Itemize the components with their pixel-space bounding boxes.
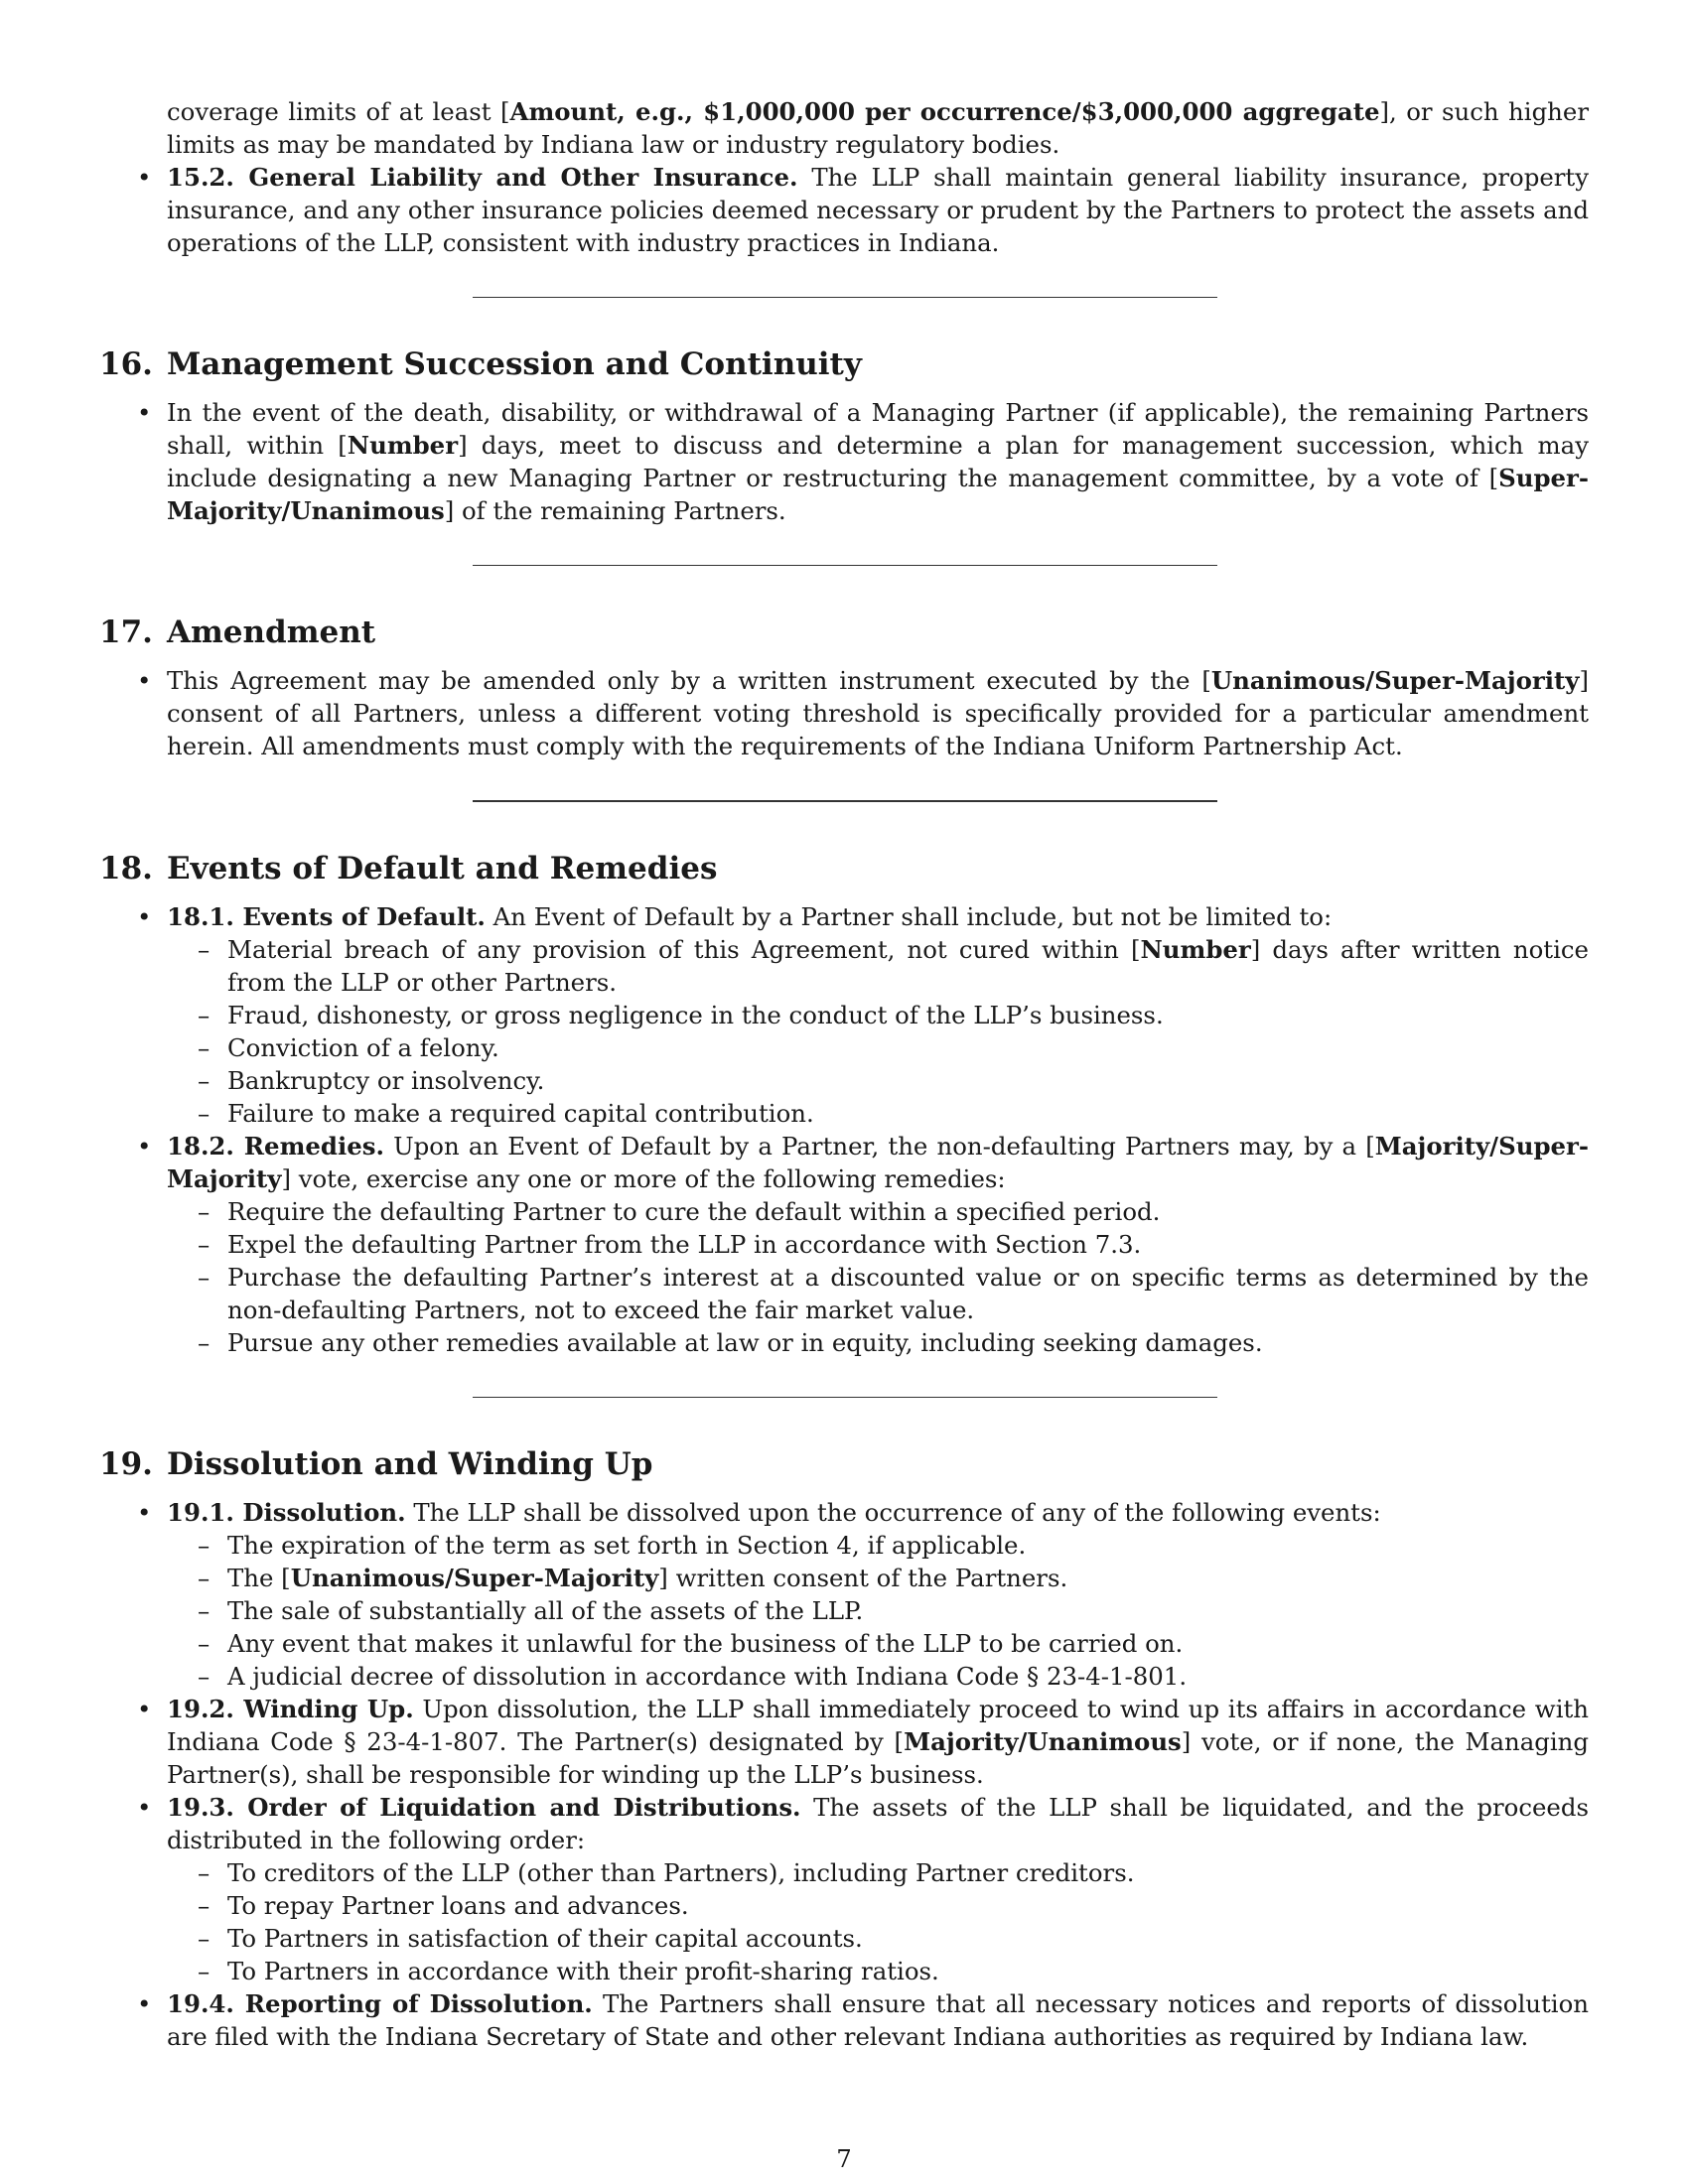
section-title: Amendment xyxy=(166,614,376,650)
placeholder-bold: Unanimous/Super-Majority xyxy=(290,1564,659,1592)
text-segment: ], or such higher limits as may be mandated by Indiana law or industry regulatory bodies. xyxy=(167,97,1589,159)
text-segment: Material breach of any provision of this Agreement, not cured within [ xyxy=(227,935,1141,964)
section-divider xyxy=(473,565,1217,566)
section-heading-19 xyxy=(99,1444,1589,1484)
item-text: The Partners shall ensure that all necessary notices and reports of dissolution are filed with the Indiana Secretary of State and other relevant Indiana authorities as required by Indiana law. xyxy=(167,1989,1589,2051)
section-divider xyxy=(473,800,1217,802)
text-segment: This Agreement may be amended only by a written instrument executed by the [ xyxy=(167,666,1211,695)
text-segment: ] written consent of the Partners. xyxy=(658,1564,1068,1592)
item-label: 15.2. General Liability and Other Insurance. xyxy=(167,163,798,192)
text-segment: coverage limits of at least [ xyxy=(167,97,510,126)
section-17-list xyxy=(99,664,1589,762)
list-item-18-2 xyxy=(99,1130,1589,1359)
sub-list-item xyxy=(167,933,1589,999)
sub-list-item xyxy=(167,1562,1589,1594)
text-segment: ] days after written notice from the LLP or other Partners. xyxy=(227,935,1589,997)
sub-list-item: – Failure to make a required capital contribution. xyxy=(167,1097,1589,1130)
text-segment: Upon dissolution, the LLP shall immediately proceed to wind up its affairs in accordance with Indiana Code § 23-4-1-807. The Partner(s) designated by [ xyxy=(167,1695,1589,1756)
section-19-list xyxy=(99,1496,1589,2053)
placeholder-bold: Number xyxy=(1140,935,1251,964)
list-item xyxy=(99,664,1589,762)
sub-list-item: – Purchase the defaulting Partner’s interest at a discounted value or on specific terms as determined by the non-defaulting Partners, not to exceed the fair market value. xyxy=(167,1261,1589,1326)
list-item-19-4 xyxy=(99,1987,1589,2053)
page-number: 7 xyxy=(836,2144,852,2173)
section-title: Dissolution and Winding Up xyxy=(166,1446,653,1482)
sub-list-item: – Fraud, dishonesty, or gross negligence in the conduct of the LLP’s business. xyxy=(167,999,1589,1031)
text-segment: Upon an Event of Default by a Partner, the non-defaulting Partners may, by a [ xyxy=(383,1132,1375,1160)
text-segment: ] of the remaining Partners. xyxy=(444,496,786,525)
section-divider xyxy=(473,297,1217,298)
section-heading-18 xyxy=(99,849,1589,888)
sub-list-item: – The expiration of the term as set forth in Section 4, if applicable. xyxy=(167,1529,1589,1562)
sub-list-item: – To creditors of the LLP (other than Partners), including Partner creditors. xyxy=(167,1856,1589,1889)
section-title: Events of Default and Remedies xyxy=(166,851,718,887)
sub-list-item: – To Partners in satisfaction of their capital accounts. xyxy=(167,1922,1589,1955)
item-label: 19.1. Dissolution. xyxy=(167,1498,406,1527)
sub-list-item: – Any event that makes it unlawful for the business of the LLP to be carried on. xyxy=(167,1627,1589,1660)
item-label: 18.1. Events of Default. xyxy=(167,902,486,931)
section-title: Management Succession and Continuity xyxy=(166,346,862,382)
sub-list xyxy=(167,1856,1589,1987)
text-segment: ] vote, or if none, the Managing Partner(s), shall be responsible for winding up the LLP’s business. xyxy=(167,1727,1589,1789)
list-item-18-1 xyxy=(99,900,1589,1130)
text-segment: ] days, meet to discuss and determine a plan for management succession, which may include designating a new Managing Partner or restructuring the management committee, by a vote of [ xyxy=(167,431,1589,492)
placeholder-bold: Majority/Super-Majority xyxy=(167,1132,1589,1193)
document-page xyxy=(99,95,1589,2053)
text-segment: In the event of the death, disability, or withdrawal of a Managing Partner (if applicable), the remaining Partners shall, within [ xyxy=(167,398,1589,460)
list-item xyxy=(99,396,1589,527)
item-text: The assets of the LLP shall be liquidated, and the proceeds distributed in the following order: xyxy=(167,1793,1589,1854)
continuation-paragraph xyxy=(99,95,1589,161)
item-label: 19.4. Reporting of Dissolution. xyxy=(167,1989,593,2018)
sub-list-item: – To repay Partner loans and advances. xyxy=(167,1889,1589,1922)
list-item-19-3 xyxy=(99,1791,1589,1987)
list-item-19-2 xyxy=(99,1693,1589,1791)
text-segment: The [ xyxy=(227,1564,291,1592)
section-number: 18. xyxy=(99,851,153,887)
sub-list xyxy=(167,933,1589,1130)
placeholder-bold: Super-Majority/Unanimous xyxy=(167,464,1589,525)
text-segment: ] vote, exercise any one or more of the following remedies: xyxy=(281,1164,1006,1193)
placeholder-bold: Amount, e.g., $1,000,000 per occurrence/$3,000,000 aggregate xyxy=(509,97,1380,126)
section-number: 16. xyxy=(99,346,153,382)
sub-list-item: – Conviction of a felony. xyxy=(167,1031,1589,1064)
placeholder-bold: Number xyxy=(347,431,459,460)
section-heading-16 xyxy=(99,344,1589,384)
item-text: The LLP shall be dissolved upon the occurrence of any of the following events: xyxy=(405,1498,1381,1527)
sub-list xyxy=(167,1195,1589,1359)
item-label: 19.2. Winding Up. xyxy=(167,1695,414,1723)
section-16-list xyxy=(99,396,1589,527)
sub-list-item: – Bankruptcy or insolvency. xyxy=(167,1064,1589,1097)
text-segment: ] consent of all Partners, unless a different voting threshold is specifically provided for a particular amendment herein. All amendments must comply with the requirements of the Indiana Uniform Partnership Act. xyxy=(167,666,1589,760)
sub-list-item: – Pursue any other remedies available at law or in equity, including seeking damages. xyxy=(167,1326,1589,1359)
section-divider xyxy=(473,1397,1217,1398)
item-text: An Event of Default by a Partner shall include, but not be limited to: xyxy=(485,902,1333,931)
sub-list-item: – Require the defaulting Partner to cure the default within a specified period. xyxy=(167,1195,1589,1228)
section-heading-17 xyxy=(99,613,1589,652)
placeholder-bold: Unanimous/Super-Majority xyxy=(1210,666,1580,695)
item-text: The LLP shall maintain general liability insurance, property insurance, and any other insurance policies deemed necessary or prudent by the Partners to protect the assets and operations of the LLP, consistent with industry practices in Indiana. xyxy=(167,163,1590,257)
section-18-list xyxy=(99,900,1589,1359)
placeholder-bold: Majority/Unanimous xyxy=(904,1727,1182,1756)
section-number: 17. xyxy=(99,614,153,650)
sub-list xyxy=(167,1529,1589,1693)
item-label: 19.3. Order of Liquidation and Distributions. xyxy=(167,1793,801,1822)
sub-list-item: – To Partners in accordance with their profit-sharing ratios. xyxy=(167,1955,1589,1987)
list-item-19-1 xyxy=(99,1496,1589,1693)
section-number: 19. xyxy=(99,1446,153,1482)
sub-list-item: – A judicial decree of dissolution in accordance with Indiana Code § 23-4-1-801. xyxy=(167,1660,1589,1693)
item-label: 18.2. Remedies. xyxy=(167,1132,384,1160)
section-15-list xyxy=(99,161,1589,259)
sub-list-item: – Expel the defaulting Partner from the LLP in accordance with Section 7.3. xyxy=(167,1228,1589,1261)
sub-list-item: – The sale of substantially all of the assets of the LLP. xyxy=(167,1594,1589,1627)
list-item-15-2 xyxy=(99,161,1589,259)
